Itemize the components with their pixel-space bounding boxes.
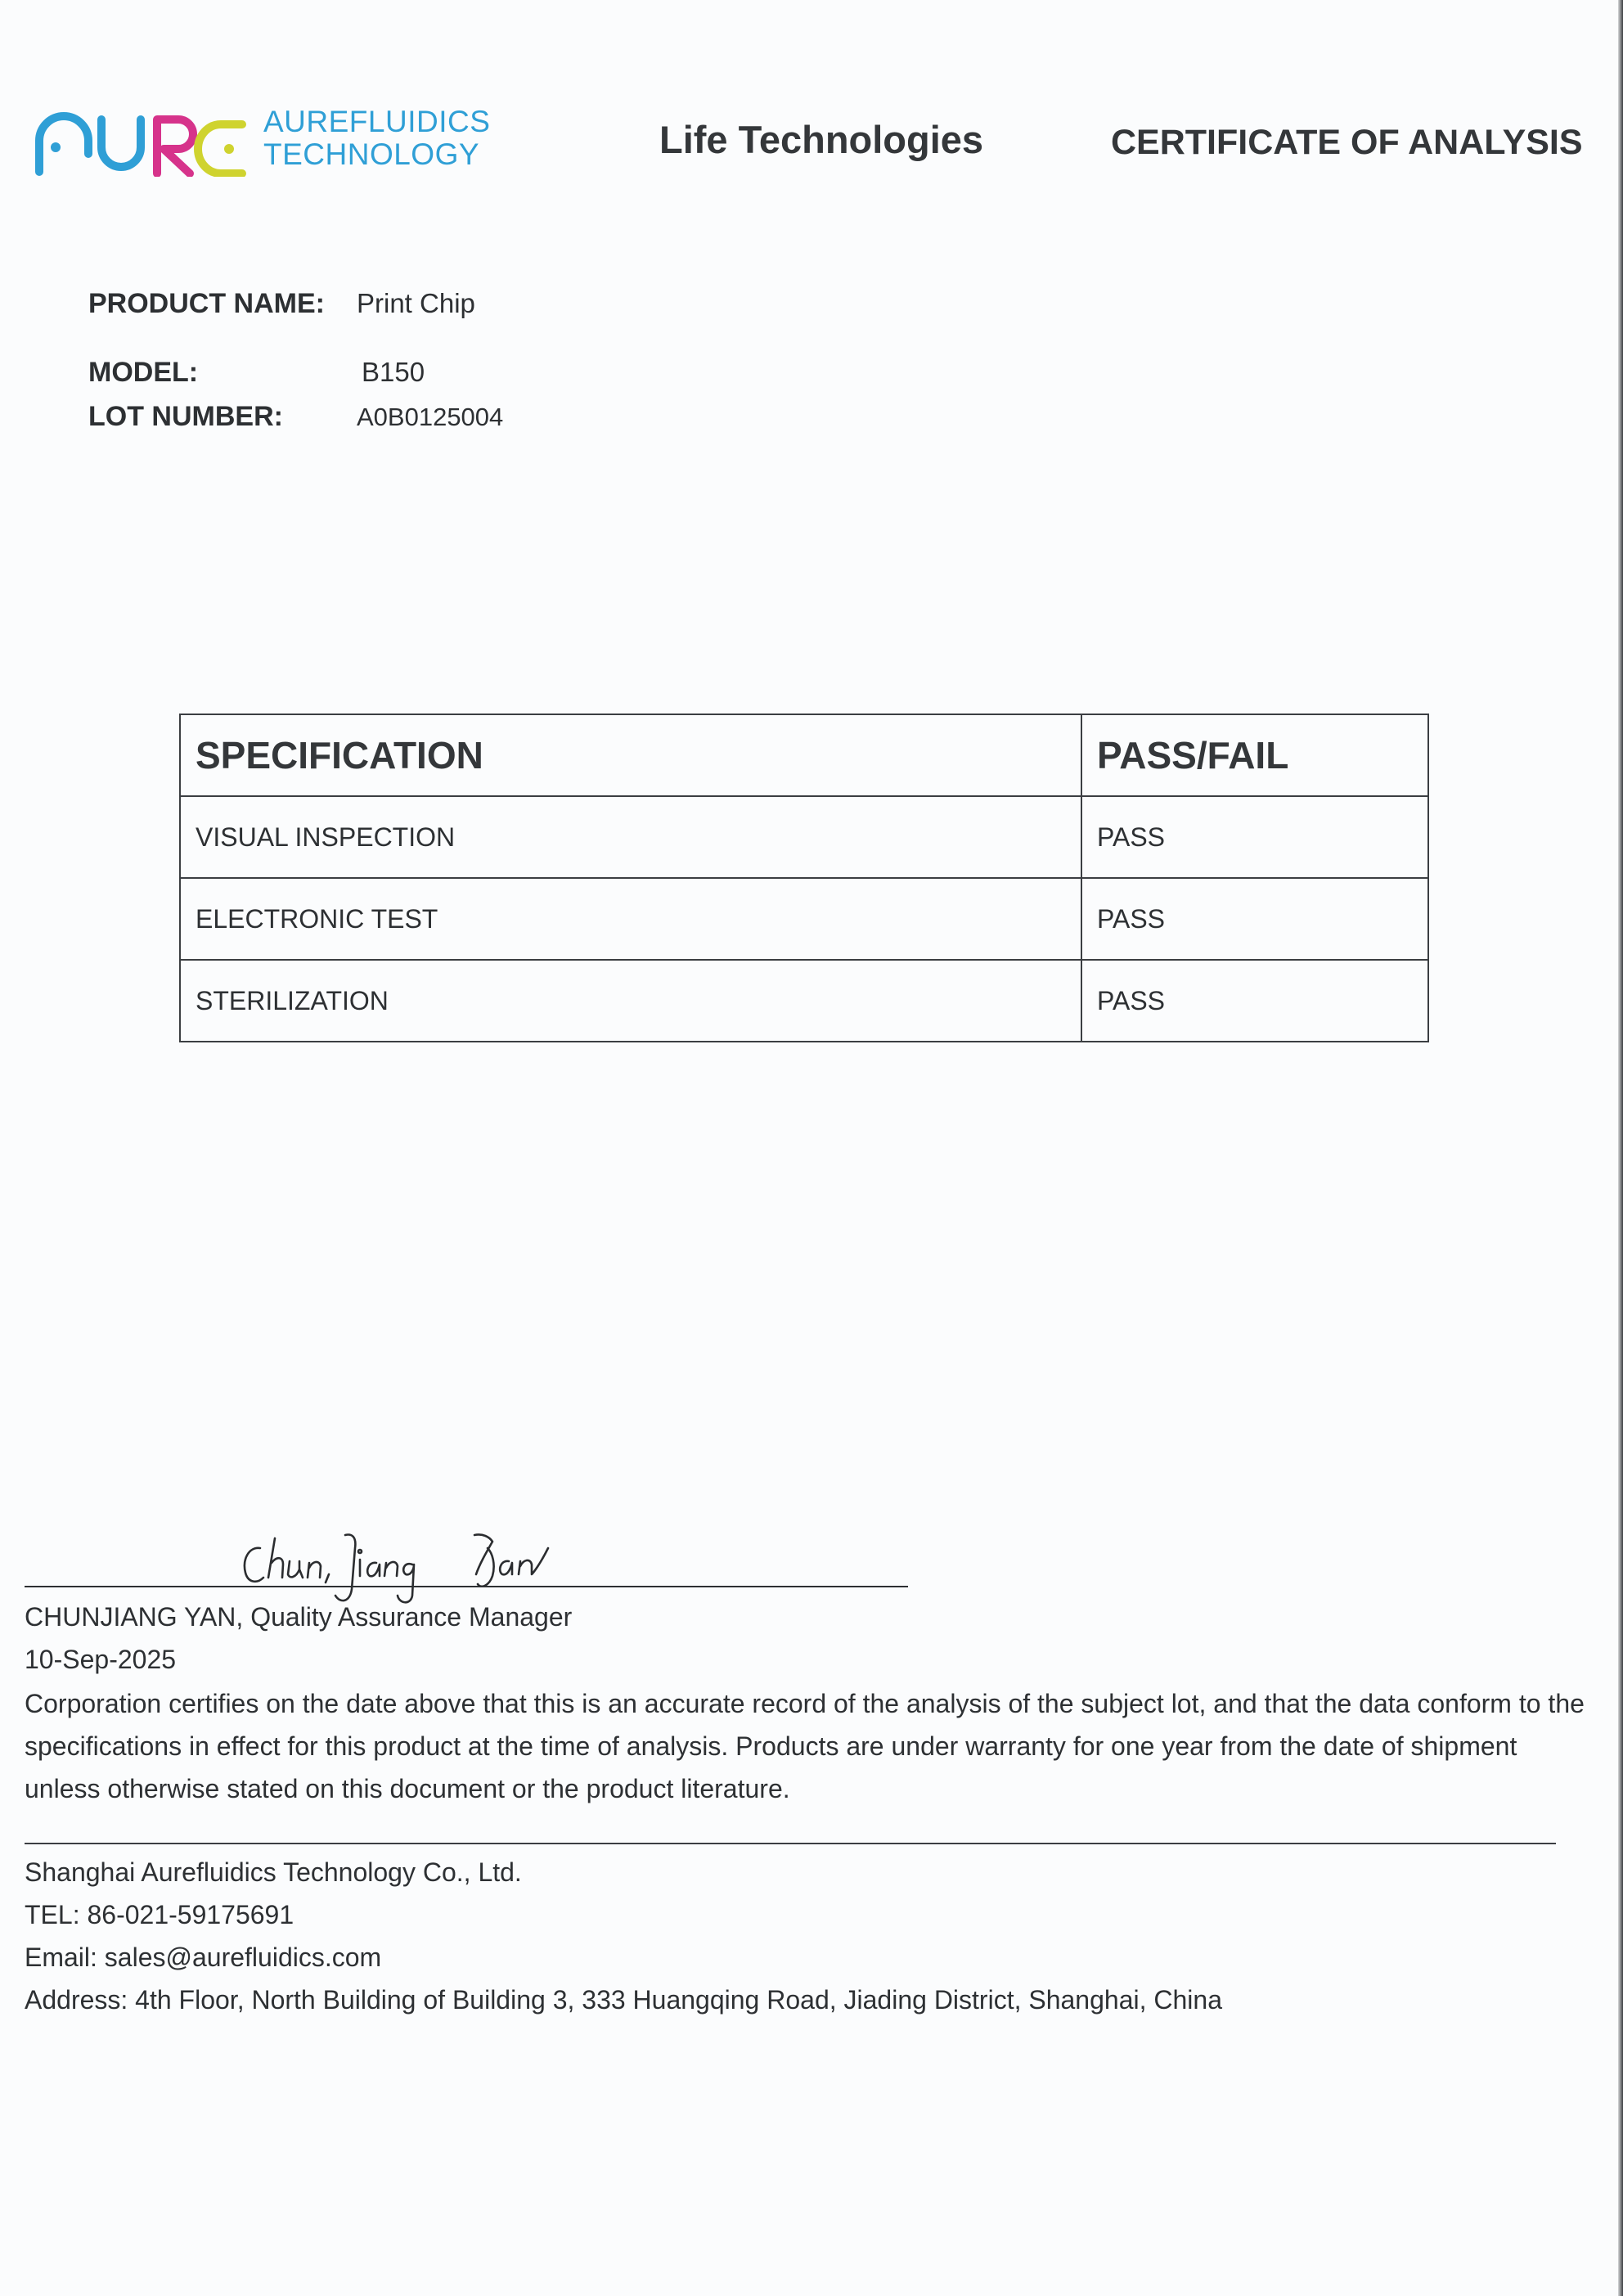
certificate-date: 10-Sep-2025	[25, 1645, 177, 1674]
lot-number-label: LOT NUMBER:	[88, 401, 283, 432]
result-cell: PASS	[1081, 960, 1428, 1042]
company-name: Life Technologies	[659, 118, 984, 161]
lot-number-value: A0B0125004	[357, 403, 504, 431]
table-header-row	[180, 714, 1428, 796]
handwritten-signature	[237, 1524, 605, 1614]
table-row	[180, 878, 1428, 960]
table-row	[180, 796, 1428, 878]
footer-company: Shanghai Aurefluidics Technology Co., Ltd.	[25, 1857, 522, 1887]
result-cell: PASS	[1081, 796, 1428, 878]
company-logo	[33, 101, 507, 183]
document-title: CERTIFICATE OF ANALYSIS	[1111, 123, 1583, 162]
spec-cell: STERILIZATION	[180, 960, 1081, 1042]
footer-address: Address: 4th Floor, North Building of Building 3, 333 Huangqing Road, Jiading District, Shanghai, China	[25, 1985, 1222, 2015]
product-name-value: Print Chip	[357, 288, 475, 318]
spec-cell: ELECTRONIC TEST	[180, 878, 1081, 960]
specification-table	[179, 714, 1429, 1042]
column-header-pass-fail: PASS/FAIL	[1081, 714, 1428, 796]
result-cell: PASS	[1081, 878, 1428, 960]
logo-wordmark	[263, 106, 490, 172]
signer-name-title: CHUNJIANG YAN, Quality Assurance Manager	[25, 1602, 573, 1632]
logo-line-1: AUREFLUIDICS	[263, 105, 491, 138]
column-header-specification: SPECIFICATION	[180, 714, 1081, 796]
aure-logo-mark-icon	[33, 108, 254, 177]
scan-edge-shadow	[1618, 0, 1623, 2296]
spec-cell: VISUAL INSPECTION	[180, 796, 1081, 878]
table-row	[180, 960, 1428, 1042]
footer-divider	[25, 1843, 1556, 1844]
certification-statement: Corporation certifies on the date above that this is an accurate record of the analysis of the subject lot, and that the data conform to the specifications in effect for this product at the time of analysis. Products are under warranty for one year from the date of shipment unless otherwise stated on this document or the product literature.	[25, 1689, 1585, 1803]
signature-line	[25, 1586, 908, 1587]
footer-telephone: TEL: 86-021-59175691	[25, 1900, 294, 1929]
product-name-label: PRODUCT NAME:	[88, 288, 325, 319]
logo-line-2: TECHNOLOGY	[263, 137, 480, 171]
footer-email: Email: sales@aurefluidics.com	[25, 1943, 382, 1972]
model-value: B150	[362, 357, 425, 387]
model-label: MODEL:	[88, 357, 199, 388]
